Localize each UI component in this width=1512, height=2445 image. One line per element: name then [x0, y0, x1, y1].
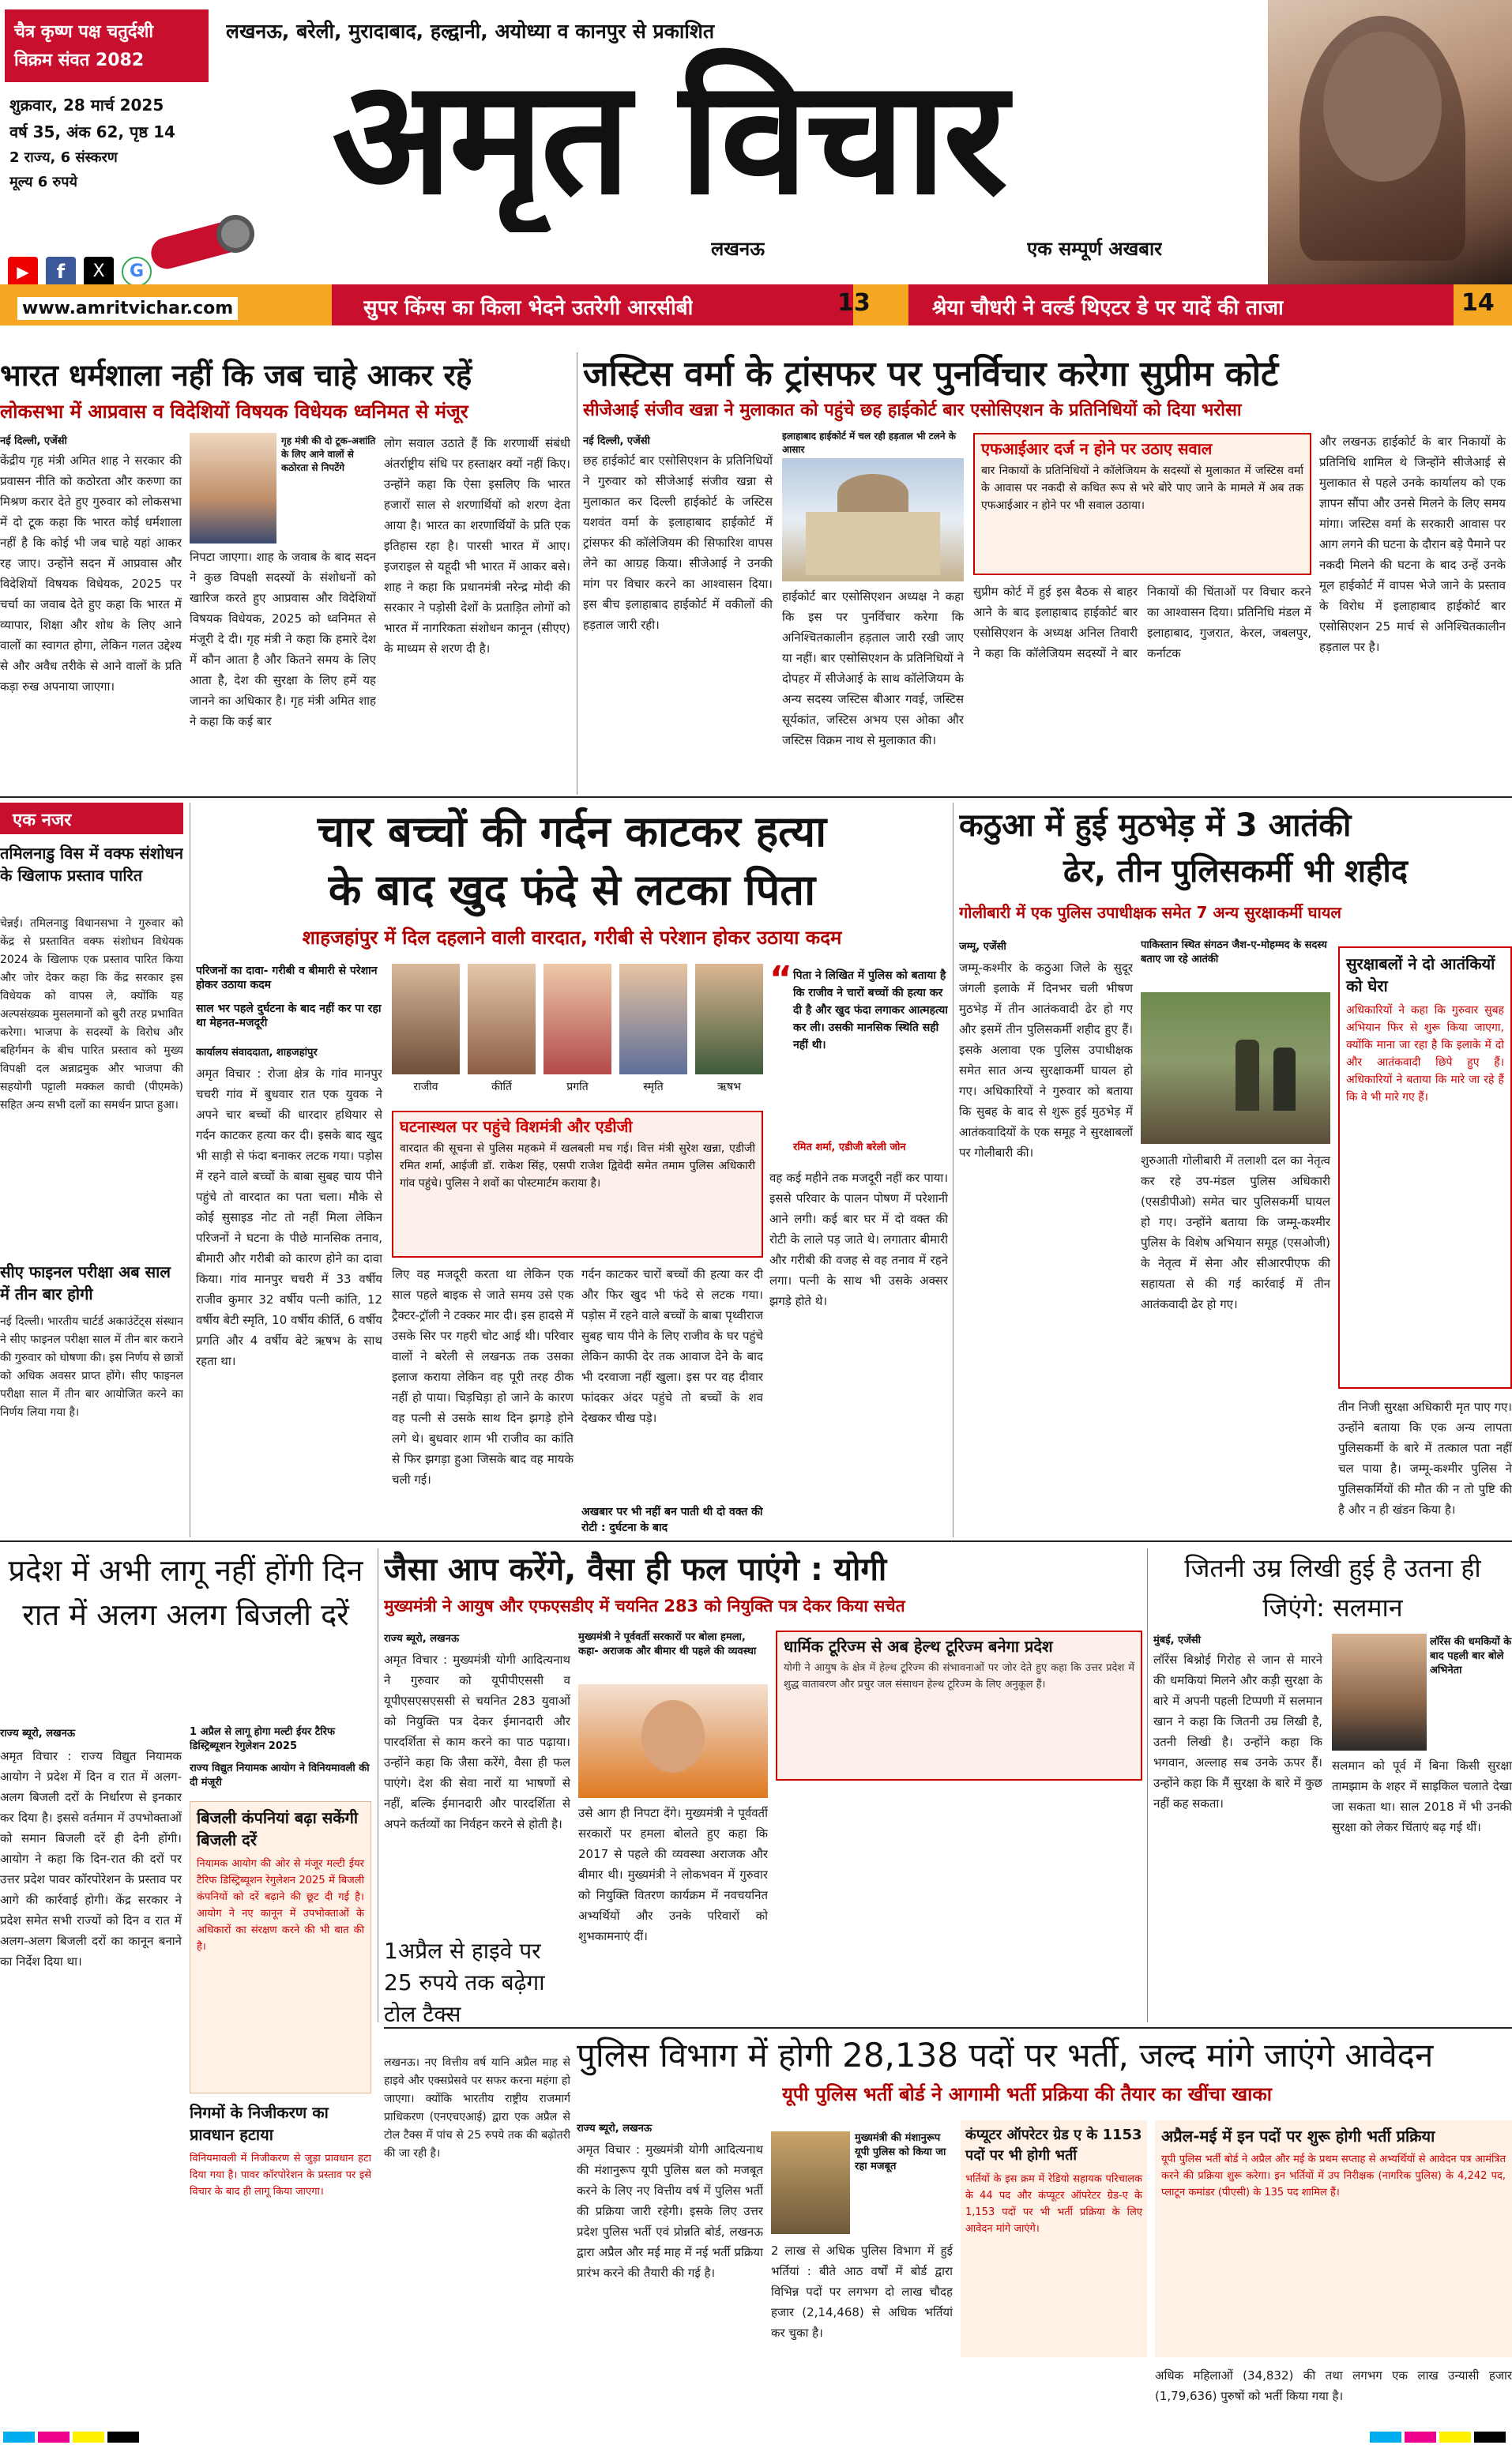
- issue-price: मूल्य 6 रुपये: [9, 174, 77, 190]
- box-title: धार्मिक टूरिज्म से अब हेल्थ टूरिज्म बनेगा प्रदेश: [784, 1637, 1053, 1656]
- privatization-box: [190, 2101, 371, 2417]
- story-column-1: जम्मू-कश्मीर के कठुआ जिले के सुदूर जंगली इलाके में दिनभर चली भीषण मुठभेड़ में तीन आतंकवादी ढेर हो गए और इसमें तीन पुलिसकर्मी शहीद हुए हैं। इसके अलावा एक पुलिस उपाधीक्षक समेत सात अन्य सुरक्षाकर्मी घायल हो गए। अधिकारियों ने गुरुवार को बताया कि सुबह के बाद से शुरू हुई मुठभेड़ में आतंकवादियों के एक समूह ने सुरक्षाबलों पर गोलीबारी की।: [959, 961, 1133, 1160]
- supreme-court-photo: [782, 458, 964, 581]
- story-column-1: अमृत विचार : रोजा क्षेत्र के गांव मानपुर चचरी गांव में बुधवार रात एक युवक ने अपने चार बच्चों की धारदार हथियार से गर्दन काटकर हत्या कर दी। इसके बाद खुद भी साड़ी से फंदा बनाकर लटक गया। पड़ोस में रहने वाले बच्चों के बाबा सुबह चाय पीने पहुंचे तो वारदात का पता चला। मौके से कोई सुसाइड नोट तो नहीं मिला लेकिन परिजनों ने घटना के पीछे मानसिक तनाव, बीमारी और गरीबी को कारण होने का दावा किया। गांव मानपुर चचरी में 33 वर्षीय राजीव कुमार 32 वर्षीय पत्नी कांति, 12 वर्षीय बेटी स्मृति, 10 वर्षीय कीर्ति, 6 वर्षीय प्रगति और 4 वर्षीय बेटे ऋषभ के साथ रहता था।: [196, 1066, 382, 1368]
- story-column-2: शुरुआती गोलीबारी में तलाशी दल का नेतृत्व कर रहे उप-मंडल पुलिस अधिकारी (एसडीपीओ) समेत चार पुलिसकर्मी घायल हो गए। उन्होंने बताया कि जम्मू-कश्मीर पुलिस के विशेष अभियान समूह (एसओजी) के नेतृत्व में सेना और सीआरपीएफ की सहायता से की गई कार्रवाई में तीन आतंकवादी ढेर हो गए।: [1141, 1153, 1330, 1311]
- dateline: नई दिल्ली, एजेंसी: [583, 435, 650, 447]
- story-immigration-bill: [0, 352, 570, 795]
- quote-mark-icon: “: [769, 964, 792, 999]
- story-column-1: केंद्रीय गृह मंत्री अमित शाह ने सरकार की प्रवासन नीति को कठोरता और करुणा का मिश्रण करार देते हुए गुरुवार को लोकसभा में दो टूक कहा कि भारत कोई धर्मशाला नहीं है कि कोई भी जब चाहे यहां आकर रह जाए। उन्होंने सदन में आप्रवास और विदेशियों विषयक विधेयक, 2025 पर चर्चा का जवाब देते हुए कहा कि भारत में व्यापार, शिक्षा और शोध के लिए आने वालों का स्वागत होगा, लेकिन गलत उद्देश्य से और अवैध तरीके से आने वालों के प्रति कड़ा रुख अपनाया जाएगा।: [0, 453, 182, 694]
- story-electricity-tariff: [0, 1548, 371, 2425]
- story-column-3: तीन निजी सुरक्षा अधिकारी मृत पाए गए। उन्होंने बताया कि एक अन्य लापता पुलिसकर्मी के बारे में तत्काल पता नहीं चल पाया है। जम्मू-कश्मीर पुलिस ने पुलिसकर्मियों की मौत की न तो पुष्टि की है और न ही खंडन किया है।: [1338, 1400, 1512, 1517]
- tithi-line1: चैत्र कृष्ण पक्ष चतुर्दशी: [14, 22, 154, 42]
- encounter-photo: [1141, 992, 1330, 1144]
- photo-caption: पाकिस्तान स्थित संगठन जैश-ए-मोहम्मद के सदस्य बताए जा रहे आतंकी: [1141, 939, 1327, 965]
- headline: पुलिस विभाग में होगी 28,138 पदों पर भर्ती, जल्द मांगे जाएंगे आवेदन: [577, 2036, 1434, 2074]
- photo-caption: इलाहाबाद हाईकोर्ट में चल रही हड़ताल भी टलने के आसार: [782, 431, 956, 455]
- teaser-celebrity-photo: [1268, 0, 1512, 284]
- computer-operator-box: [961, 2120, 1147, 2357]
- photo-caption: गृह मंत्री की दो टूक-अशांति के लिए आने वालों से कठोरता से निपटेंगे: [281, 435, 376, 473]
- story-column-1: अमृत विचार : मुख्यमंत्री योगी आदित्यनाथ ने गुरुवार को यूपीपीएससी व यूपीएसएसएससी से चयनित 283 युवाओं को नियुक्ति पत्र देकर ईमानदारी और पारदर्शिता से काम करने का पाठ पढ़ाया। उन्होंने कहा कि जैसा करेंगे, वैसा ही फल पाएंगे। देश की सेवा नारों या भाषणों से नहीं, बल्कि ईमानदारी और पारदर्शिता से अपने कर्तव्यों का निर्वहन करने से होती है।: [384, 1653, 570, 1831]
- story-column-1: अमृत विचार : राज्य विद्युत नियामक आयोग ने प्रदेश में दिन व रात में अलग-अलग बिजली दरों के निर्धारण से इनकार कर दिया है। इससे वर्तमान में उपभोक्ताओं को समान बिजली दरें ही देनी होंगी। आयोग ने कहा कि दिन-रात की दरों पर उत्तर प्रदेश पावर कॉरपोरेशन के प्रस्ताव पर आगे की कार्रवाई होगी। केंद्र सरकार ने प्रदेश समेत सभी राज्यों को दिन व रात में अलग-अलग बिजली दरों का कानून बनाने का निर्देश दिया था।: [0, 1749, 182, 1969]
- story-column-3: गर्दन काटकर चारों बच्चों की हत्या कर दी और फिर खुद भी फंदे से लटक गया। पड़ोस में रहने वाले बच्चों के बाबा पृथ्वीराज सुबह चाय पीने के लिए राजीव के घर पहुंचे लेकिन काफी देर तक आवाज देने के बाद भी दरवाजा नहीं खुला। इस पर वह दीवार फांदकर अंदर पहुंचे तो बच्चों के शव देखकर चीख पड़े।: [581, 1267, 763, 1425]
- story-column-2: लिए वह मजदूरी करता था लेकिन एक साल पहले बाइक से जाते समय उसे एक ट्रैक्टर-ट्रॉली ने टक्कर मार दी। इस हादसे में उसके सिर पर गहरी चोट आई थी। परिवार वालों ने बरेली से लखनऊ तक उसका इलाज कराया लेकिन वह पूरी तरह ठीक नहीं हो पाया। चिड़चिड़ा हो जाने के कारण वह पत्नी से उसके साथ दिन झगड़े होने लगे थे। बुधवार शाम भी राजीव का कांति से फिर झगड़ा हुआ जिसके बाद वह मायके चली गई।: [392, 1267, 574, 1487]
- bullet-1: परिजनों का दावा- गरीबी व बीमारी से परेशान होकर उठाया कदम: [196, 965, 378, 991]
- quote-text: पिता ने लिखित में पुलिस को बताया है कि राजीव ने चारों बच्चों की हत्या कर दी है और खुद फंदा लगाकर आत्महत्या कर ली। उसकी मानसिक स्थिति सही नहीं थी।: [793, 969, 948, 1051]
- strip-text: अखबार पर भी नहीं बन पाती थी दो वक्त की रोटी : दुर्घटना के बाद: [581, 1506, 763, 1534]
- dateline: राज्य ब्यूरो, लखनऊ: [0, 1728, 76, 1740]
- teaser-2-page: 14: [1461, 289, 1495, 317]
- story-column-3: सुप्रीम कोर्ट में हुई इस बैठक से बाहर आने के बाद इलाहाबाद हाईकोर्ट बार एसोसिएशन के अध्यक्ष अनिल तिवारी ने कहा कि कॉलेजियम सदस्यों ने बार निकायों की चिंताओं पर विचार करने का आश्वासन दिया। प्रतिनिधि मंडल में इलाहाबाद, गुजरात, केरल, जबलपुर, कर्नाटक: [973, 585, 1311, 660]
- story-column-1: लॉरेंस बिश्नोई गिरोह से जान से मारने की धमकियां मिलने और कड़ी सुरक्षा के बारे में अपनी पहली टिप्पणी में सलमान खान ने कहा कि जितनी उम्र लिखी है, उतनी लिखी है। उन्होंने कहा कि भगवान, अल्लाह सब उनके ऊपर हैं। उन्होंने कहा कि मैं सुरक्षा के बारे में कुछ नहीं कह सकता।: [1153, 1653, 1322, 1811]
- story-kathua-encounter: [959, 803, 1512, 1537]
- subhead: मुख्यमंत्री ने आयुष और एफएसडीए में चयनित 283 को नियुक्ति पत्र देकर किया सचेत: [384, 1597, 905, 1616]
- dateline: कार्यालय संवाददाता, शाहजहांपुर: [196, 1047, 318, 1059]
- subhead: सीजेआई संजीव खन्ना ने मुलाकात को पहुंचे छह हाईकोर्ट बार एसोसिएशन के प्रतिनिधियों को दिया भरोसा: [583, 401, 1242, 420]
- box-text: योगी ने आयुष के क्षेत्र में हेल्थ टूरिज्म की संभावनाओं पर जोर देते हुए कहा कि उत्तर प्रदेश में शुद्ध वातावरण और प्रचुर जल संसाधन हेल्थ टूरिज्म के लिए अनुकूल हैं।: [784, 1662, 1134, 1691]
- security-box: [1338, 946, 1512, 1389]
- box-title: अप्रैल-मई में इन पदों पर शुरू होगी भर्ती प्रक्रिया: [1161, 2127, 1435, 2146]
- dateline: जम्मू, एजेंसी: [959, 941, 1006, 953]
- headline: प्रदेश में अभी लागू नहीं होंगी दिन रात में अलग अलग बिजली दरें: [8, 1553, 363, 1632]
- tariff-box: [190, 1801, 371, 2093]
- tithi-banner: [5, 9, 209, 82]
- subhead: गोलीबारी में एक पुलिस उपाधीक्षक समेत 7 अन्य सुरक्षाकर्मी घायल: [959, 903, 1341, 922]
- bullet-2: साल भर पहले दुर्घटना के बाद नहीं कर पा रहा था मेहनत-मजदूरी: [196, 1002, 382, 1029]
- story-column-2: उसे आग ही निपटा देंगे। मुख्यमंत्री ने पूर्ववर्ती सरकारों पर हमला बोलते हुए कहा कि 2017 से पहले की व्यवस्था अराजक और बीमार थी। मुख्यमंत्री ने लोकभवन में गुरुवार को नियुक्ति वितरण कार्यक्रम में नवचयनित अभ्यर्थियों और उनके परिवारों को शुभकामनाएं दीं।: [578, 1806, 768, 1943]
- victim-name: प्रगति: [566, 1081, 589, 1093]
- website-url[interactable]: www.amritvichar.com: [17, 297, 238, 320]
- victim-name: राजीव: [413, 1081, 438, 1093]
- tagline: एक सम्पूर्ण अखबार: [1027, 238, 1162, 260]
- photo-caption: मुख्यमंत्री की मंशानुरूप यूपी पुलिस को किया जा रहा मजबूत: [855, 2132, 946, 2172]
- section-title: एक नजर: [0, 803, 183, 834]
- brief-text: लखनऊ। नए वित्तीय वर्ष यानि अप्रैल माह से हाइवे और एक्सप्रेसवे पर सफर करना महंगा हो जाएगा। क्योंकि भारतीय राष्ट्रीय राजमार्ग प्राधिकरण (एनएचएआई) द्वारा एक अप्रैल से टोल टैक्स में पांच से 25 रुपये तक की बढ़ोतरी की जा रही है।: [384, 2056, 570, 2160]
- box-title: बिजली कंपनियां बढ़ा सकेंगी बिजली दरें: [197, 1808, 359, 1849]
- victim-photo: [392, 964, 460, 1074]
- issue-number: वर्ष 35, अंक 62, पृष्ठ 14: [9, 122, 175, 141]
- story-column-4: वह कई महीने तक मजदूरी नहीं कर पाया। इससे परिवार के पालन पोषण में परेशानी आने लगी। कई बार घर में दो वक्त की रोटी के लाले पड़ जाते थे। लगातार बीमारी और गरीबी की वजह से वह तनाव में रहने लगा। पत्नी के साथ भी उसके अक्सर झगड़े होते थे।: [769, 1171, 948, 1308]
- issue-states: 2 राज्य, 6 संस्करण: [9, 149, 118, 166]
- dateline: मुंबई, एजेंसी: [1153, 1634, 1202, 1646]
- brief-1-text: चेन्नई। तमिलनाडु विधानसभा ने गुरुवार को केंद्र से प्रस्तावित वक्फ संशोधन विधेयक 2024 के खिलाफ एक प्रस्ताव पारित किया और जोर देकर कहा कि केंद्र सरकार इस विधेयक को वापस ले, क्योंकि यह अल्पसंख्यक मुसलमानों को बुरी तरह प्रभावित करेगा। भाजपा के सदस्यों के विरोध और बहिर्गमन के बीच पारित प्रस्ताव को मुख्य विपक्षी दल अन्नाद्रमुक और भाजपा की सहयोगी पट्टाली मक्कल काची (पीएमके) सहित अन्य सभी दलों का समर्थन प्राप्त हुआ।: [0, 917, 183, 1112]
- brief-2-headline: सीए फाइनल परीक्षा अब साल में तीन बार होगी: [0, 1262, 171, 1303]
- story-justice-varma: [583, 352, 1512, 795]
- story-column-4: और लखनऊ हाईकोर्ट के बार निकायों के प्रतिनिधि शामिल थे जिन्होंने सीजेआई से मुलाकात से पहले उनके कार्यालय को एक ज्ञापन सौंपा और उनसे मिलने के लिए समय मांगा। जस्टिस वर्मा के सरकारी आवास पर आग लगने की घटना के दौरान बड़े पैमाने पर नकदी मिलने की घटना के बाद उन्हें उनके मूल हाईकोर्ट में वापस भेजे जाने के प्रस्ताव के विरोध में इलाहाबाद हाईकोर्ट बार एसोसिएशन 25 मार्च से अनिश्चितकालीन हड़ताल पर है।: [1319, 434, 1506, 654]
- teaser-strip: [0, 284, 1512, 325]
- google-icon[interactable]: G: [122, 257, 152, 287]
- story-column-1: अमृत विचार : मुख्यमंत्री योगी आदित्यनाथ की मंशानुरूप यूपी पुलिस बल को मजबूत करने के लिए नए वित्तीय वर्ष में पुलिस भर्ती की प्रक्रिया जारी रहेगी। इसके लिए उत्तर प्रदेश पुलिस भर्ती एवं प्रोन्नति बोर्ड, लखनऊ द्वारा अप्रैल और मई माह में नई भर्ती प्रक्रिया प्रारंभ करने की तैयारी की गई है।: [577, 2142, 763, 2280]
- headline-line-2: के बाद खुद फंदे से लटका पिता: [328, 865, 816, 915]
- victim-name: स्मृति: [643, 1081, 664, 1093]
- victim-photo: [468, 964, 536, 1074]
- quote-author: रमित शर्मा, एडीजी बरेली जोन: [793, 1142, 906, 1153]
- story-column-2: हाईकोर्ट बार एसोसिएशन अध्यक्ष ने कहा कि इस पर पुनर्विचार करेगा कि अनिश्चितकालीन हड़ताल जारी रखी जाए या नहीं। बार एसोसिएशन के प्रतिनिधियों ने दोपहर में सीजेआई के साथ कॉलेजियम के अन्य सदस्य जस्टिस बीआर गवई, जस्टिस सूर्यकांत, जस्टिस अभय एस ओका और जस्टिस विक्रम नाथ से मुलाकात की।: [782, 589, 964, 747]
- newspaper-title: अमृत विचार: [332, 44, 1005, 230]
- story-shahjahanpur: [196, 803, 948, 1537]
- edition-list: लखनऊ, बरेली, मुरादाबाद, हल्द्वानी, अयोध्या व कानपुर से प्रकाशित: [226, 20, 715, 43]
- teaser-2-text[interactable]: श्रेया चौधरी ने वर्ल्ड थिएटर डे पर यादें की ताजा: [932, 296, 1284, 320]
- story-column-3: अधिक महिलाओं (34,832) की तथा लगभग एक लाख उन्यासी हजार (1,79,636) पुरुषों को भर्ती किया गया है।: [1155, 2368, 1512, 2403]
- youtube-icon[interactable]: ▶: [8, 257, 38, 287]
- print-registration-bar: [0, 2428, 1512, 2445]
- box-text: अधिकारियों ने कहा कि गुरुवार सुबह अभियान फिर से शुरू किया जाएगा, क्योंकि माना जा रहा है कि इलाके में दो और आतंकवादी छिपे हुए हैं। अधिकारियों ने बताया कि मारे जा रहे हैं कि वे भी मारे गए हैं।: [1346, 1004, 1504, 1104]
- story-column-3: लोग सवाल उठाते हैं कि शरणार्थी संबंधी अंतर्राष्ट्रीय संधि पर हस्ताक्षर क्यों नहीं किए। उन्होंने कहा कि ऐसा इसलिए कि भारत हजारों साल से शरणार्थियों को शरण देता आया है। भारत का शरणार्थियों के प्रति एक इतिहास रहा है। पारसी भारत में आए। इजराइल से यहूदी भी भारत में आकर बसे। शाह ने कहा कि प्रधानमंत्री नरेन्द्र मोदी की सरकार ने पड़ोसी देशों के प्रताड़ित लोगों को भारत में नागरिकता संशोधन कानून (सीएए) के माध्यम से शरण दी है।: [384, 436, 570, 656]
- headline: 1अप्रैल से हाइवे पर 25 रुपये तक बढ़ेगा टोल टैक्स: [384, 1938, 545, 2027]
- box-text: नियामक आयोग की ओर से मंजूर मल्टी ईयर टैरिफ डिस्ट्रिब्यूशन रेगुलेशन 2025 में बिजली कंपनियों को दरें बढ़ाने की छूट दी गई है। आयोग ने नए कानून में उपभोक्ताओं के अधिकारों का संरक्षण करने की भी बात की है।: [197, 1858, 364, 1953]
- facebook-icon[interactable]: f: [46, 257, 76, 287]
- headline-line-1: चार बच्चों की गर्दन काटकर हत्या: [317, 807, 827, 856]
- box-title: घटनास्थल पर पहुंचे विशमंत्री और एडीजी: [400, 1117, 633, 1136]
- dateline: नई दिल्ली, एजेंसी: [0, 435, 67, 447]
- story-column-1: छह हाईकोर्ट बार एसोसिएशन के प्रतिनिधियों ने गुरुवार को सीजेआई संजीव खन्ना से मुलाकात कर दिल्ली हाईकोर्ट के जस्टिस यशवंत वर्मा के इलाहाबाद हाईकोर्ट में ट्रांसफर की कॉलेजियम की सिफारिश वापस लेने का आग्रह किया। सीजेआई ने उनकी मांग पर विचार करने का आश्वासन दिया। इस बीच इलाहाबाद हाईकोर्ट में वकीलों की हड़ताल जारी रही।: [583, 453, 773, 632]
- issue-info: [9, 92, 183, 194]
- health-tourism-box: [776, 1631, 1142, 1781]
- dateline: राज्य ब्यूरो, लखनऊ: [384, 1633, 460, 1645]
- subhead: लोकसभा में आप्रवास व विदेशियों विषयक विधेयक ध्वनिमत से मंजूर: [0, 401, 468, 423]
- victim-photo: [695, 964, 763, 1074]
- story-column-2: निपटा जाएगा। शाह के जवाब के बाद सदन ने कुछ विपक्षी सदस्यों के संशोधनों को खारिज करते हुए आप्रवास और विदेशियों विषयक विधेयक, 2025 को ध्वनिमत से मंजूरी दे दी। गृह मंत्री ने कहा कि हमारे देश में कौन आता है और कितने समय के लिए आता है, देश की सुरक्षा के लिए हमें यह जानने का अधिकार है। गृह मंत्री अमित शाह ने कहा कि कई बार: [190, 550, 376, 728]
- headline: जस्टिस वर्मा के ट्रांसफर पर पुनर्विचार करेगा सुप्रीम कोर्ट: [583, 354, 1279, 394]
- box-title: निगमों के निजीकरण का प्रावधान हटाया: [190, 2103, 329, 2144]
- victim-photo: [543, 964, 611, 1074]
- photo-caption: मुख्यमंत्री ने पूर्ववर्ती सरकारों पर बोला हमला, कहा- अराजक और बीमार थी पहले की व्यवस्था: [578, 1631, 757, 1657]
- headline-line-2: ढेर, तीन पुलिसकर्मी भी शहीद: [1063, 853, 1408, 890]
- brief-1-headline: तमिलनाडु विस में वक्फ संशोधन के खिलाफ प्रस्ताव पारित: [0, 844, 183, 885]
- fir-box: [973, 433, 1311, 575]
- police-badge-photo: [771, 2131, 850, 2234]
- story-salman-khan: [1153, 1548, 1512, 2022]
- masthead: [0, 0, 1512, 348]
- headline: जितनी उम्र लिखी हुई है उतना ही जिएंगे: सलमान: [1184, 1553, 1481, 1623]
- minister-box: [392, 1111, 763, 1258]
- edition-city: लखनऊ: [711, 238, 765, 260]
- recruitment-schedule-box: [1155, 2120, 1512, 2357]
- story-police-recruitment: [577, 2033, 1512, 2425]
- bullet-1: 1 अप्रैल से लागू होगा मल्टी ईयर टैरिफ डिस्ट्रिब्यूशन रेगुलेशन 2025: [190, 1726, 335, 1752]
- x-twitter-icon[interactable]: X: [84, 257, 114, 287]
- victim-name: कीर्ति: [491, 1081, 512, 1093]
- toll-tax-brief: [384, 1935, 570, 2180]
- brief-2-text: नई दिल्ली। भारतीय चार्टर्ड अकाउंटेंट्स संस्थान ने सीए फाइनल परीक्षा साल में तीन बार कराने की गुरुवार को घोषणा की। इस निर्णय से छात्रों को अधिक अवसर प्राप्त होंगे। सीए फाइनल परीक्षा साल में तीन बार आयोजित करने का निर्णय लिया गया है।: [0, 1315, 183, 1419]
- teaser-1-page: 13: [837, 289, 871, 317]
- salman-photo: [1332, 1634, 1427, 1751]
- photo-caption: लॉरेंस की धमकियों के बाद पहली बार बोले अभिनेता: [1430, 1636, 1512, 1676]
- subhead: यूपी पुलिस भर्ती बोर्ड ने आगामी भर्ती प्रक्रिया की तैयार का खींचा खाका: [782, 2083, 1272, 2105]
- headline: जैसा आप करेंगे, वैसा ही फल पाएंगे : योगी: [384, 1552, 887, 1588]
- box-text: वारदात की सूचना से पुलिस महकमे में खलबली मच गई। वित्त मंत्री सुरेश खन्ना, एडीजी रमित शर्मा, आईजी डॉ. राकेश सिंह, एसपी राजेश द्विवेदी समेत तमाम पुलिस अधिकारी गांव पहुंचे। पुलिस ने शवों का पोस्टमार्टम कराया है।: [400, 1142, 755, 1190]
- amit-shah-photo: [190, 433, 276, 544]
- tithi-line2: विक्रम संवत 2082: [14, 51, 145, 70]
- box-text: यूपी पुलिस भर्ती बोर्ड ने अप्रैल और मई के प्रथम सप्ताह से अभ्यर्थियों से आवेदन पत्र आमंत्रित करने की प्रक्रिया शुरू करेगा। इन भर्तियों में उप निरीक्षक (नागरिक पुलिस) के 4,242 पद, प्लाटून कमांडर (पीएसी) के 135 पद शामिल हैं।: [1161, 2153, 1506, 2199]
- box-text: विनियमावली में निजीकरण से जुड़ा प्रावधान हटा दिया गया है। पावर कॉरपोरेशन के प्रस्ताव पर इसे विचार के बाद ही लागू किया जाएगा।: [190, 2153, 371, 2198]
- quote-box: [769, 964, 948, 1161]
- bullet-2: राज्य विद्युत नियामक आयोग ने विनियमावली की दी मंजूरी: [190, 1762, 370, 1789]
- story-column-2: सलमान को पूर्व में बिना किसी सुरक्षा तामझाम के शहर में साइकिल चलाते देखा जा सकता था। साल 2018 में भी उनकी सुरक्षा को लेकर चिंताएं बढ़ गई थीं।: [1332, 1759, 1512, 1834]
- subhead: शाहजहांपुर में दिल दहलाने वाली वारदात, गरीबी से परेशान होकर उठाया कदम: [302, 927, 842, 949]
- victim-photo: [619, 964, 687, 1074]
- box-title: सुरक्षाबलों ने दो आतंकियों को घेरा: [1346, 954, 1495, 995]
- box-title: एफआईआर दर्ज न होने पर उठाए सवाल: [981, 439, 1213, 458]
- victim-photos: [392, 964, 763, 1106]
- issue-date: शुक्रवार, 28 मार्च 2025: [9, 96, 164, 115]
- box-text: भर्तियों के इस क्रम में रेडियो सहायक परिचालक के 44 पद और कंप्यूटर ऑपरेटर ग्रेड-ए के 1,153 पदों पर भी भर्ती प्रक्रिया के लिए आवेदन मांगे जाएंगे।: [965, 2173, 1142, 2235]
- headline-line-1: कठुआ में हुई मुठभेड़ में 3 आतंकी: [959, 807, 1352, 844]
- box-title: कंप्यूटर ऑपरेटर ग्रेड ए के 1153 पदों पर भी होगी भर्ती: [965, 2127, 1142, 2164]
- box-text: बार निकायों के प्रतिनिधियों ने कॉलेजियम के सदस्यों से मुलाकात में जस्टिस वर्मा के आवास पर नकदी से कथित रूप से भरे बोरे पाए जाने के मामले में अब तक एफआईआर न होने पर भी सवाल उठाया।: [981, 465, 1303, 512]
- ek-nazar-sidebar: [0, 803, 183, 1537]
- dateline: राज्य ब्यूरो, लखनऊ: [577, 2123, 653, 2135]
- social-icons: [8, 257, 166, 288]
- teaser-1-text[interactable]: सुपर किंग्स का किला भेदने उतरेगी आरसीबी: [363, 296, 694, 320]
- yogi-photo: [578, 1684, 768, 1798]
- headline: भारत धर्मशाला नहीं कि जब चाहे आकर रहें: [0, 358, 472, 393]
- victim-name: ऋषभ: [717, 1081, 741, 1093]
- story-column-2: 2 लाख से अधिक पुलिस विभाग में हुई भर्तियां : बीते आठ वर्षों में बोर्ड द्वारा विभिन्न पदों पर लगभग दो लाख चौदह हजार (2,14,468) से अधिक भर्तियां कर चुका है।: [771, 2244, 953, 2340]
